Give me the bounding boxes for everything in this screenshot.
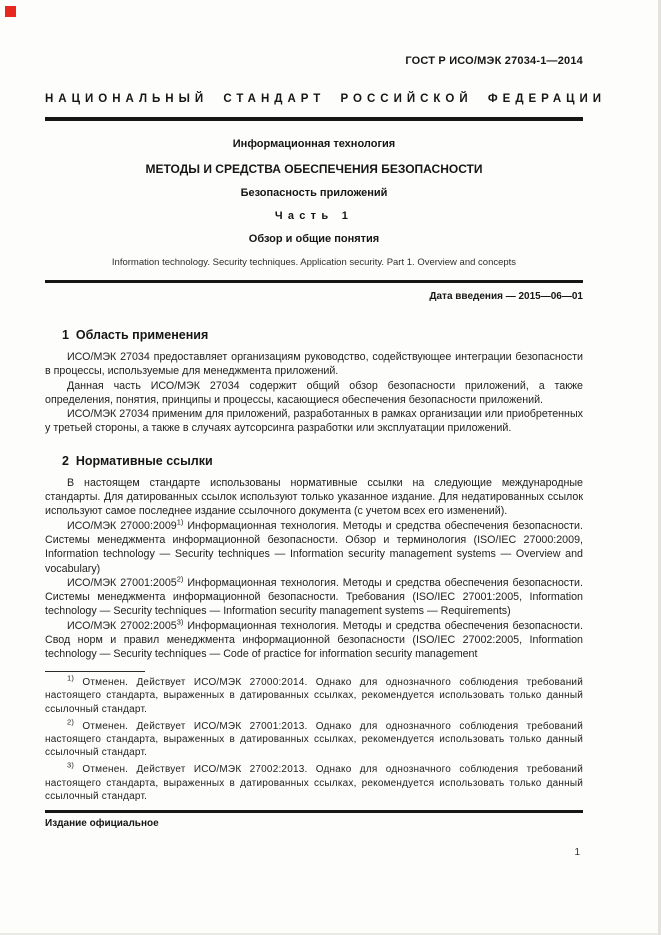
footnote-marker: 2) bbox=[176, 574, 184, 584]
section-2-heading: 2 Нормативные ссылки bbox=[62, 453, 213, 468]
section-1-paragraph: ИСО/МЭК 27034 предоставляет организациям руководство, содействующее интеграции безопасности в процессы, используемые для менеджмента приложений. bbox=[45, 351, 583, 378]
footnote-marker: 3) bbox=[67, 761, 75, 771]
reference-text: Информационная технология. Методы и средства обеспечения безопасности. Свод норм и правил менеджмента информационной безопасности (ISO/IEC 27002:2005, Information technology — Security techniques — Code of practice for information security management bbox=[45, 619, 583, 661]
divider-top bbox=[45, 117, 583, 121]
section-2-intro: В настоящем стандарте использованы нормативные ссылки на следующие международные стандарты. Для датированных ссылок используют только указанное издание. Для недатированных ссылок используют самое последнее издание ссылочного документа (с учетом всех его изменений). bbox=[45, 476, 583, 518]
reference-entry bbox=[45, 519, 583, 576]
section-1-paragraph: Данная часть ИСО/МЭК 27034 содержит общий обзор безопасности приложений, а также определения, понятия, принципы и процессы, касающиеся обеспечения безопасности приложений. bbox=[45, 379, 583, 406]
footnote-separator bbox=[45, 671, 145, 673]
title-part-name: Обзор и общие понятия bbox=[248, 232, 380, 245]
national-standard-banner: НАЦИОНАЛЬНЫЙ СТАНДАРТ РОССИЙСКОЙ ФЕДЕРАЦИИ bbox=[45, 93, 607, 105]
divider-bottom bbox=[45, 810, 583, 813]
reference-entry bbox=[45, 576, 583, 619]
page-number: 1 bbox=[574, 847, 580, 858]
reference-code: ИСО/МЭК 27000:2009 bbox=[67, 519, 177, 532]
reference-code: ИСО/МЭК 27002:2005 bbox=[67, 619, 177, 632]
reference-entry bbox=[45, 619, 583, 662]
edition-note: Издание официальное bbox=[45, 817, 159, 829]
footnote bbox=[45, 763, 583, 803]
footnote-marker: 3) bbox=[176, 617, 184, 627]
effective-date: Дата введения — 2015—06—01 bbox=[429, 291, 583, 302]
reference-code: ИСО/МЭК 27001:2005 bbox=[67, 576, 177, 589]
footnote bbox=[45, 717, 583, 760]
title-subtitle: Безопасность приложений bbox=[240, 186, 388, 199]
section-1-heading: 1 Область применения bbox=[62, 328, 209, 342]
footnote-text: Отменен. Действует ИСО/МЭК 27001:2013. Однако для однозначного соблюдения требований настоящего стандарта, выраженных в датированных ссылках, рекомендуется использовать только данный ссылочный стандарт. bbox=[45, 720, 583, 759]
footnote-marker: 1) bbox=[67, 673, 75, 683]
doc-code: ГОСТ Р ИСО/МЭК 27034-1—2014 bbox=[405, 55, 583, 67]
footnote-text: Отменен. Действует ИСО/МЭК 27000:2014. Однако для однозначного соблюдения требований настоящего стандарта, выраженных в датированных ссылках, рекомендуется использовать только данный ссылочный стандарт. bbox=[45, 677, 583, 715]
title-english: Information technology. Security techniques. Application security. Part 1. Overview and concepts bbox=[111, 256, 517, 268]
title-part: Часть 1 bbox=[274, 209, 354, 222]
reference-text: Информационная технология. Методы и средства обеспечения безопасности. Системы менеджмента информационной безопасности. Требования (ISO/IEC 27001:2005, Information technology — Security techniques — Information security management systems — Requirements) bbox=[45, 576, 583, 618]
section-1-paragraph: ИСО/МЭК 27034 применим для приложений, разработанных в рамках организации или приобретенных у третьей стороны, а также в случаях аутсорсинга разработки или эксплуатации приложений. bbox=[45, 408, 583, 435]
title-main: МЕТОДЫ И СРЕДСТВА ОБЕСПЕЧЕНИЯ БЕЗОПАСНОСТИ bbox=[145, 161, 483, 176]
divider-title bbox=[45, 280, 583, 284]
footnote-marker: 1) bbox=[176, 517, 184, 527]
footnote-marker: 2) bbox=[67, 717, 75, 727]
reference-text: Информационная технология. Методы и средства обеспечения безопасности. Системы менеджмента информационной безопасности. Обзор и терминология (ISO/IEC 27000:2009, Information technology — Security techniques — Information security management systems — Overview and vocabulary) bbox=[45, 519, 583, 575]
title-subject: Информационная технология bbox=[232, 137, 396, 150]
footnote-text: Отменен. Действует ИСО/МЭК 27002:2013. Однако для однозначного соблюдения требований настоящего стандарта, выраженных в датированных ссылках, рекомендуется использовать только данный ссылочный стандарт. bbox=[45, 764, 583, 802]
click-marker-icon bbox=[5, 6, 16, 17]
footnote bbox=[45, 673, 583, 716]
